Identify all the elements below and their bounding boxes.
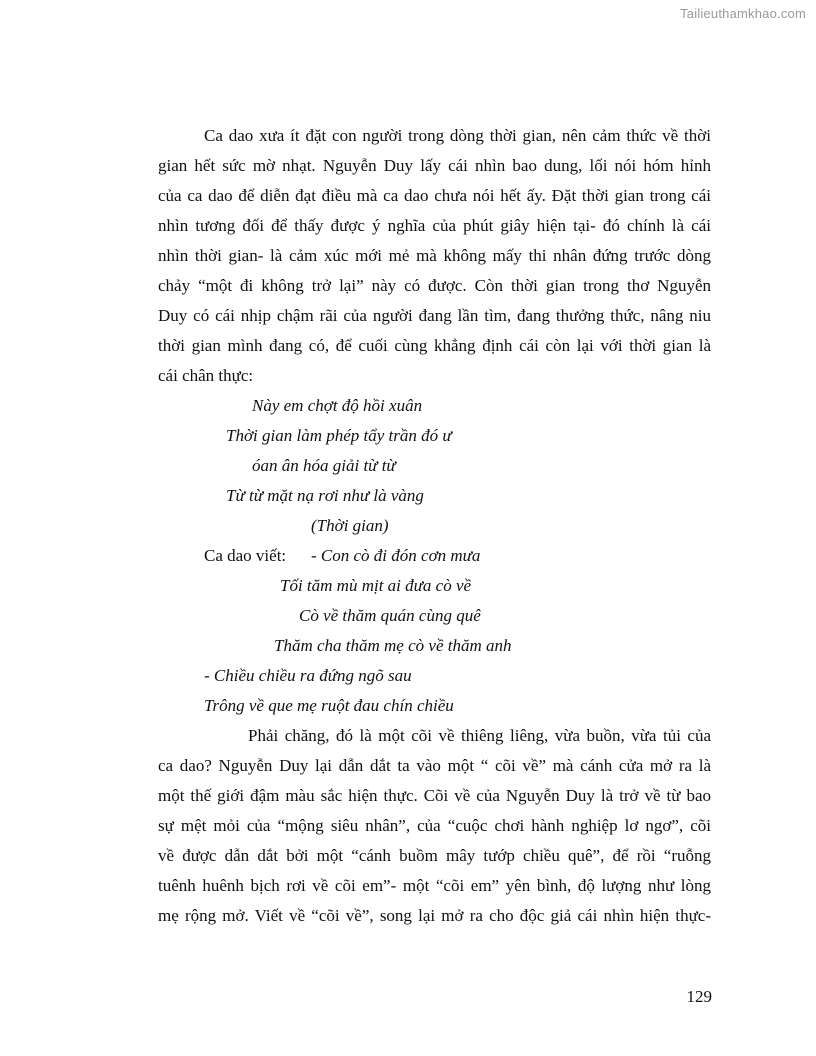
paragraph-line: sự mệt mỏi của “mộng siêu nhân”, của “cuộc chơi hành nghiệp lơ ngơ”, cõi: [158, 816, 711, 835]
poem-line: Từ từ mặt nạ rơi như là vàng: [226, 486, 424, 505]
poem-line: Thăm cha thăm mẹ cò về thăm anh: [274, 636, 512, 655]
poem-source: (Thời gian): [311, 516, 389, 535]
poem-line: - Chiều chiều ra đứng ngõ sau: [204, 666, 412, 685]
paragraph-line: chảy “một đi không trở lại” này có được. Còn thời gian trong thơ Nguyễn: [158, 276, 711, 295]
paragraph-line: ca dao? Nguyễn Duy lại dẫn dắt ta vào một “ cõi về” mà cánh cửa mở ra là: [158, 756, 711, 775]
poem-line: - Con cò đi đón cơn mưa: [311, 546, 481, 565]
paragraph-line: nhìn tương đối để thấy được ý nghĩa của phút giây hiện tại- đó chính là cái: [158, 216, 711, 235]
paragraph-line: thời gian mình đang có, để cuối cùng khẳng định cái còn lại với thời gian là: [158, 336, 711, 355]
poem-line: Thời gian làm phép tẩy trần đó ư: [226, 426, 452, 445]
poem-line: óan ân hóa giải từ từ: [252, 456, 396, 475]
page-number: 129: [686, 987, 712, 1006]
folk-intro: Ca dao viết:: [204, 546, 287, 565]
paragraph-line: một thế giới đậm màu sắc hiện thực. Cõi về của Nguyễn Duy là trở về từ bao: [158, 786, 711, 805]
paragraph-line: Duy có cái nhịp chậm rãi của người đang lần tìm, đang thưởng thức, nâng niu: [158, 306, 711, 325]
paragraph-line: Phải chăng, đó là một cõi về thiêng liêng, vừa buồn, vừa tủi của: [248, 726, 711, 745]
paragraph-line: mẹ rộng mở. Viết về “cõi về”, song lại mở ra cho độc giả cái nhìn hiện thực-: [158, 906, 711, 925]
paragraph-line: của ca dao để diễn đạt điều mà ca dao chưa nói hết ấy. Đặt thời gian trong cái: [158, 186, 711, 205]
paragraph-line: gian hết sức mờ nhạt. Nguyễn Duy lấy cái nhìn bao dung, lối nói hóm hỉnh: [158, 156, 711, 175]
paragraph-line: tuênh huênh bịch rơi về cõi em”- một “cõi em” yên bình, độ lượng như lòng: [158, 876, 711, 895]
poem-line: Tối tăm mù mịt ai đưa cò về: [280, 576, 472, 595]
poem-line: Này em chợt độ hồi xuân: [252, 396, 423, 415]
paragraph-line: về được dẫn dắt bởi một “cánh buồm mây tướp chiều quê”, để rồi “ruỗng: [158, 846, 711, 865]
paragraph-line: cái chân thực:: [158, 366, 254, 385]
paragraph-line: nhìn thời gian- là cảm xúc mới mẻ mà không mấy thi nhân đứng trước dòng: [158, 246, 711, 265]
poem-line: Cò về thăm quán cùng quê: [299, 606, 481, 625]
poem-line: Trông về que mẹ ruột đau chín chiều: [204, 696, 454, 715]
paragraph-line: Ca dao xưa ít đặt con người trong dòng thời gian, nên cảm thức về thời: [204, 126, 711, 145]
watermark: Tailieuthamkhao.com: [680, 6, 806, 21]
